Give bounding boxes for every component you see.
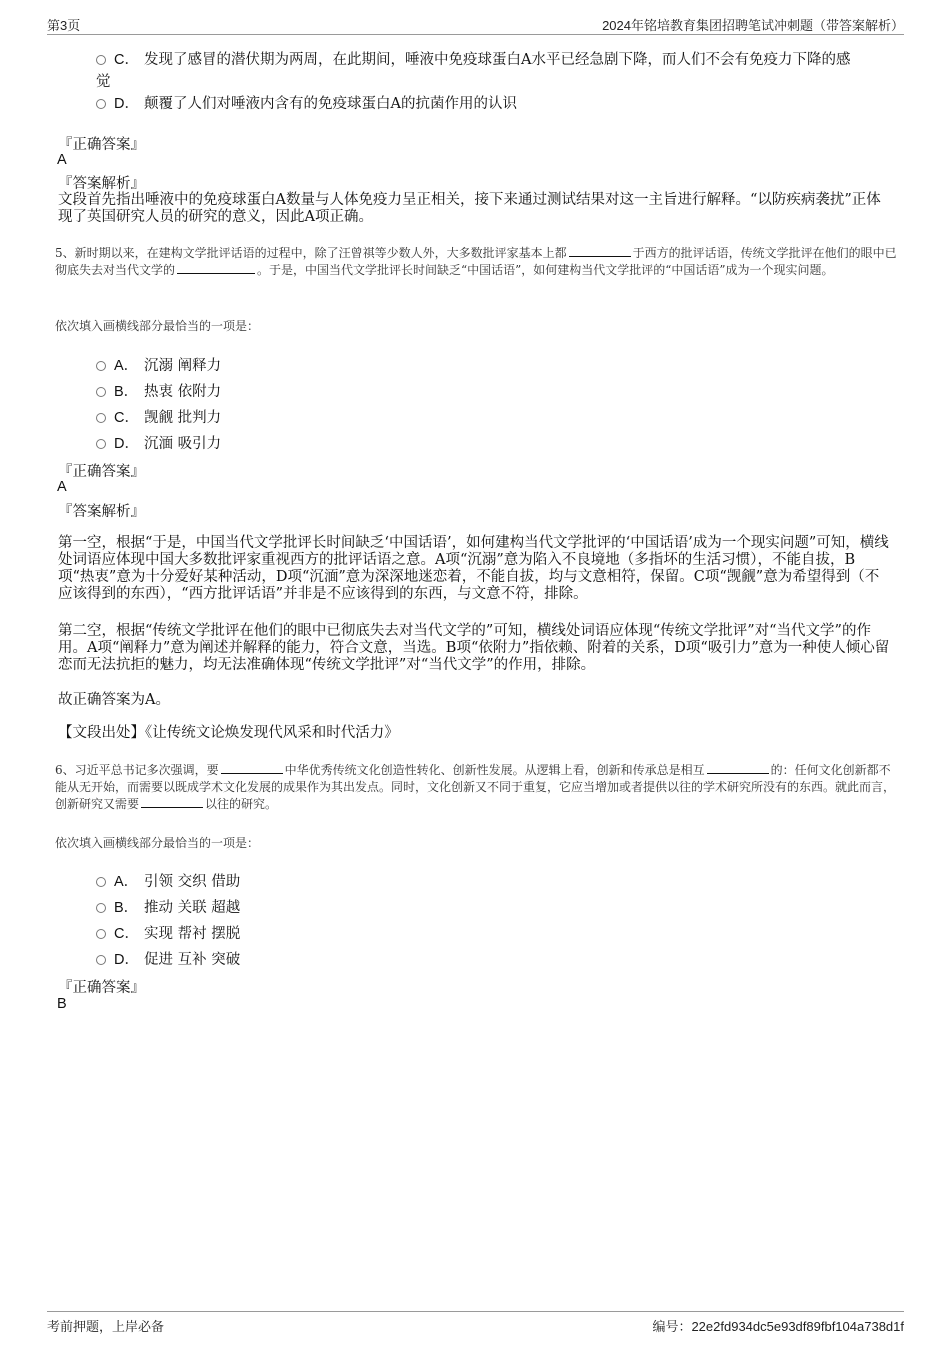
q4-option-d[interactable]: D． 颠覆了人们对唾液内含有的免疫球蛋白A的抗菌作用的认识: [96, 92, 517, 113]
q6-option-b[interactable]: B． 推动 关联 超越: [96, 896, 240, 917]
q5-analysis-p2: 第二空，根据“传统文学批评在他们的眼中已彻底失去对当代文学的”可知，横线处词语应体现“传统文学批评”对“当代文学”的作用。A项“阐释力”意为阐述并解释的能力，符合文意，当选。B项“依附力”指依赖、附着的关系，D项“吸引力”意为一种使人倾心留恋而无法抗拒的魅力，均无法准确体现“传统文学批评”对“当代文学”的作用，排除。: [58, 623, 890, 673]
footer-slogan: 考前押题，上岸必备: [47, 1319, 165, 1334]
radio-icon[interactable]: [96, 955, 106, 965]
document-title: 2024年铭培教育集团招聘笔试冲刺题（带答案解析）: [602, 18, 904, 33]
radio-icon[interactable]: [96, 361, 106, 371]
q6-option-c[interactable]: C． 实现 帮衬 摆脱: [96, 922, 240, 943]
q6-option-a[interactable]: A． 引领 交织 借助: [96, 870, 240, 891]
q6-stem: 6、习近平总书记多次强调，要 中华优秀传统文化创造性转化、创新性发展。从逻辑上看，创新和传承总是相互 的：任何文化创新都不能从无开始，而需要以既成学术文化发展的成果作为其出发点。同时，文化创新又不同于重复，它应当增加或者提供以往的学术研究所没有的东西。就此而言，创新研究又需要 以往的研究。: [55, 763, 896, 811]
radio-icon[interactable]: [96, 877, 106, 887]
q5-conclusion: 故正确答案为A。: [58, 692, 170, 708]
q5-answer-label: 『正确答案』: [58, 464, 145, 480]
q4-option-c[interactable]: C． 发现了感冒的潜伏期为两周，在此期间，唾液中免疫球蛋白A水平已经急剧下降，而人们不会有免疫力下降的感: [96, 48, 850, 69]
radio-icon[interactable]: [96, 439, 106, 449]
q4-option-c-wrap: 觉: [96, 74, 111, 90]
blank-line: [707, 762, 769, 774]
blank-line: [177, 262, 255, 274]
q5-answer: A: [57, 479, 67, 495]
radio-icon[interactable]: [96, 55, 106, 65]
blank-line: [141, 796, 203, 808]
page-number: 第3页: [47, 18, 81, 33]
q5-option-c[interactable]: C． 觊觎 批判力: [96, 406, 221, 427]
q4-analysis-label: 『答案解析』: [58, 176, 145, 192]
q4-answer-label: 『正确答案』: [58, 137, 145, 153]
radio-icon[interactable]: [96, 387, 106, 397]
radio-icon[interactable]: [96, 99, 106, 109]
blank-line: [221, 762, 283, 774]
footer-code: 编号：22e2fd934dc5e93df89fbf104a738d1f: [652, 1319, 904, 1334]
blank-line: [569, 245, 631, 257]
q5-stem: 5、新时期以来，在建构文学批评话语的过程中，除了汪曾祺等少数人外，大多数批评家基本上都 于西方的批评话语，传统文学批评在他们的眼中已彻底失去对当代文学的 。于是，中国当代文学批评长时间缺乏“中国话语”，如何建构当代文学批评的“中国话语”成为一个现实问题。: [55, 246, 897, 277]
radio-icon[interactable]: [96, 903, 106, 913]
q6-prompt: 依次填入画横线部分最恰当的一项是：: [55, 836, 260, 850]
q4-answer: A: [57, 152, 67, 168]
q5-analysis-label: 『答案解析』: [58, 504, 145, 520]
q6-answer-label: 『正确答案』: [58, 980, 145, 996]
q5-analysis-p1: 第一空，根据“于是，中国当代文学批评长时间缺乏‘中国话语’，如何建构当代文学批评的‘中国话语’成为一个现实问题”可知，横线处词语应体现中国大多数批评家重视西方的批评话语之意。A项“沉溺”意为陷入不良境地（多指坏的生活习惯），不能自拔，B项“热衷”意为十分爱好某种活动，D项“沉湎”意为深深地迷恋着，不能自拔，均与文意相符，保留。C项“觊觎”意为希望得到（不应该得到的东西），“西方批评话语”并非是不应该得到的东西，与文意不符，排除。: [58, 535, 889, 602]
radio-icon[interactable]: [96, 413, 106, 423]
q6-option-d[interactable]: D． 促进 互补 突破: [96, 948, 240, 969]
q5-option-d[interactable]: D． 沉湎 吸引力: [96, 432, 221, 453]
radio-icon[interactable]: [96, 929, 106, 939]
page-header: [47, 14, 904, 35]
q5-option-b[interactable]: B． 热衷 依附力: [96, 380, 221, 401]
q4-analysis: 文段首先指出唾液中的免疫球蛋白A数量与人体免疫力呈正相关，接下来通过测试结果对这一主旨进行解释。“以防疾病袭扰”正体现了英国研究人员的研究的意义，因此A项正确。: [58, 192, 881, 225]
q6-answer: B: [57, 996, 67, 1012]
page-footer: [47, 1311, 904, 1334]
q5-option-a[interactable]: A． 沉溺 阐释力: [96, 354, 221, 375]
q5-source: 【文段出处】《让传统文论焕发现代风采和时代活力》: [58, 725, 399, 741]
q5-prompt: 依次填入画横线部分最恰当的一项是：: [55, 319, 260, 333]
